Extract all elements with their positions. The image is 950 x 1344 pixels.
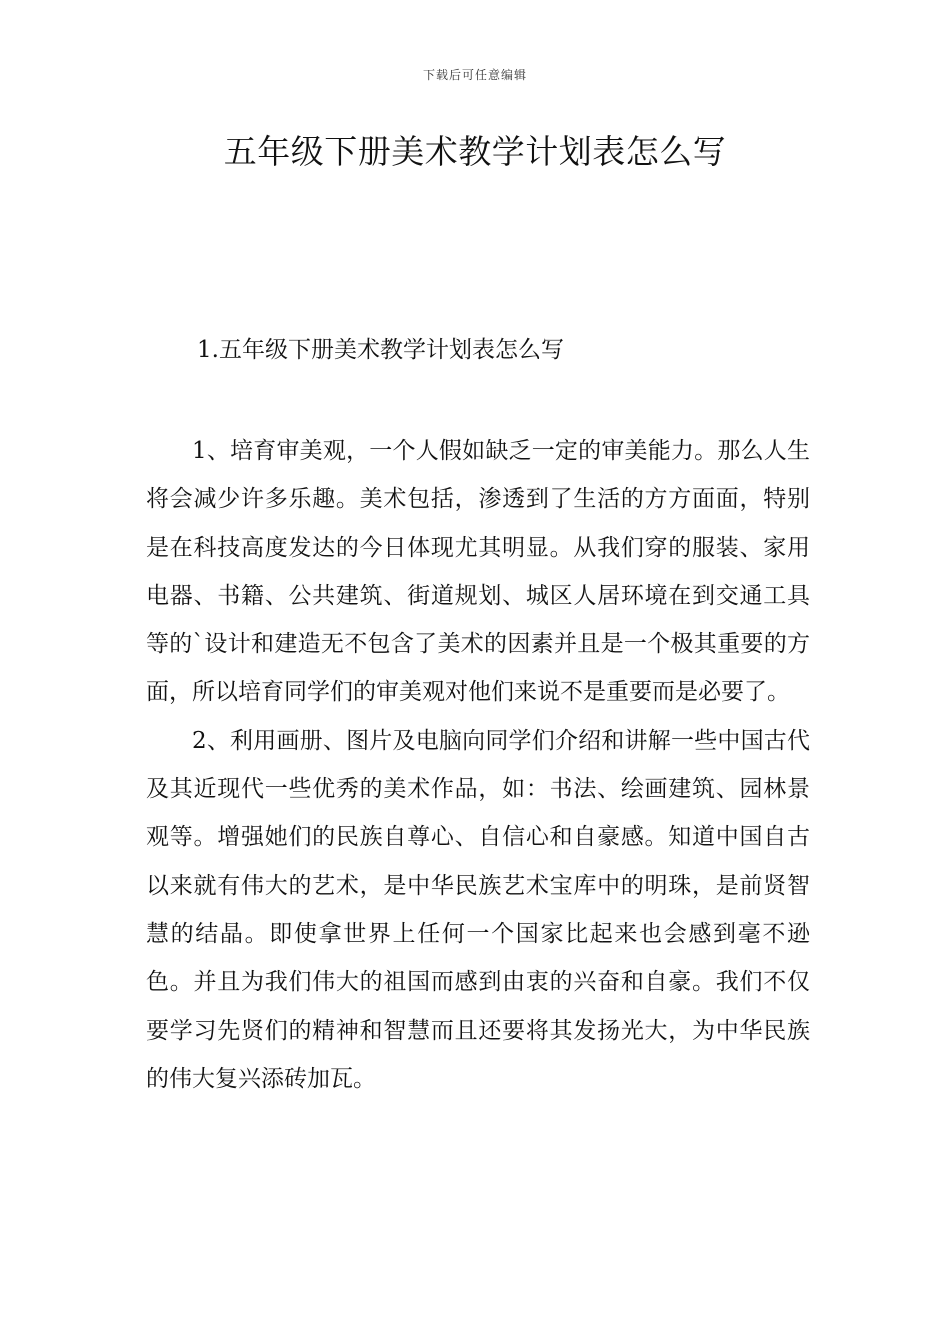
header-note: 下载后可任意编辑	[422, 68, 527, 82]
document-title: 五年级下册美术教学计划表怎么写	[223, 132, 727, 171]
paragraph-2: 2、利用画册、图片及电脑向同学们介绍和讲解一些中国古代及其近现代一些优秀的美术作品，如：书法、绘画建筑、园林景观等。增强她们的民族自尊心、自信心和自豪感。知道中国自古以来就有伟大的艺术，是中华民族艺术宝库中的明珠，是前贤智慧的结晶。即使拿世界上任何一个国家比起来也会感到毫不逊色。并且为我们伟大的祖国而感到由衷的兴奋和自豪。我们不仅要学习先贤们的精神和智慧而且还要将其发扬光大，为中华民族的伟大复兴添砖加瓦。	[146, 727, 810, 1092]
body-text	[146, 427, 810, 1103]
paragraph-1: 1、培育审美观，一个人假如缺乏一定的审美能力。那么人生将会减少许多乐趣。美术包括，渗透到了生活的方方面面，特别是在科技高度发达的今日体现尤其明显。从我们穿的服装、家用电器、书籍、公共建筑、街道规划、城区人居环境在到交通工具等的`设计和建造无不包含了美术的因素并且是一个极其重要的方面，所以培育同学们的审美观对他们来说不是重要而是必要了。	[146, 438, 810, 706]
section-heading: 1.五年级下册美术教学计划表怎么写	[197, 337, 564, 363]
